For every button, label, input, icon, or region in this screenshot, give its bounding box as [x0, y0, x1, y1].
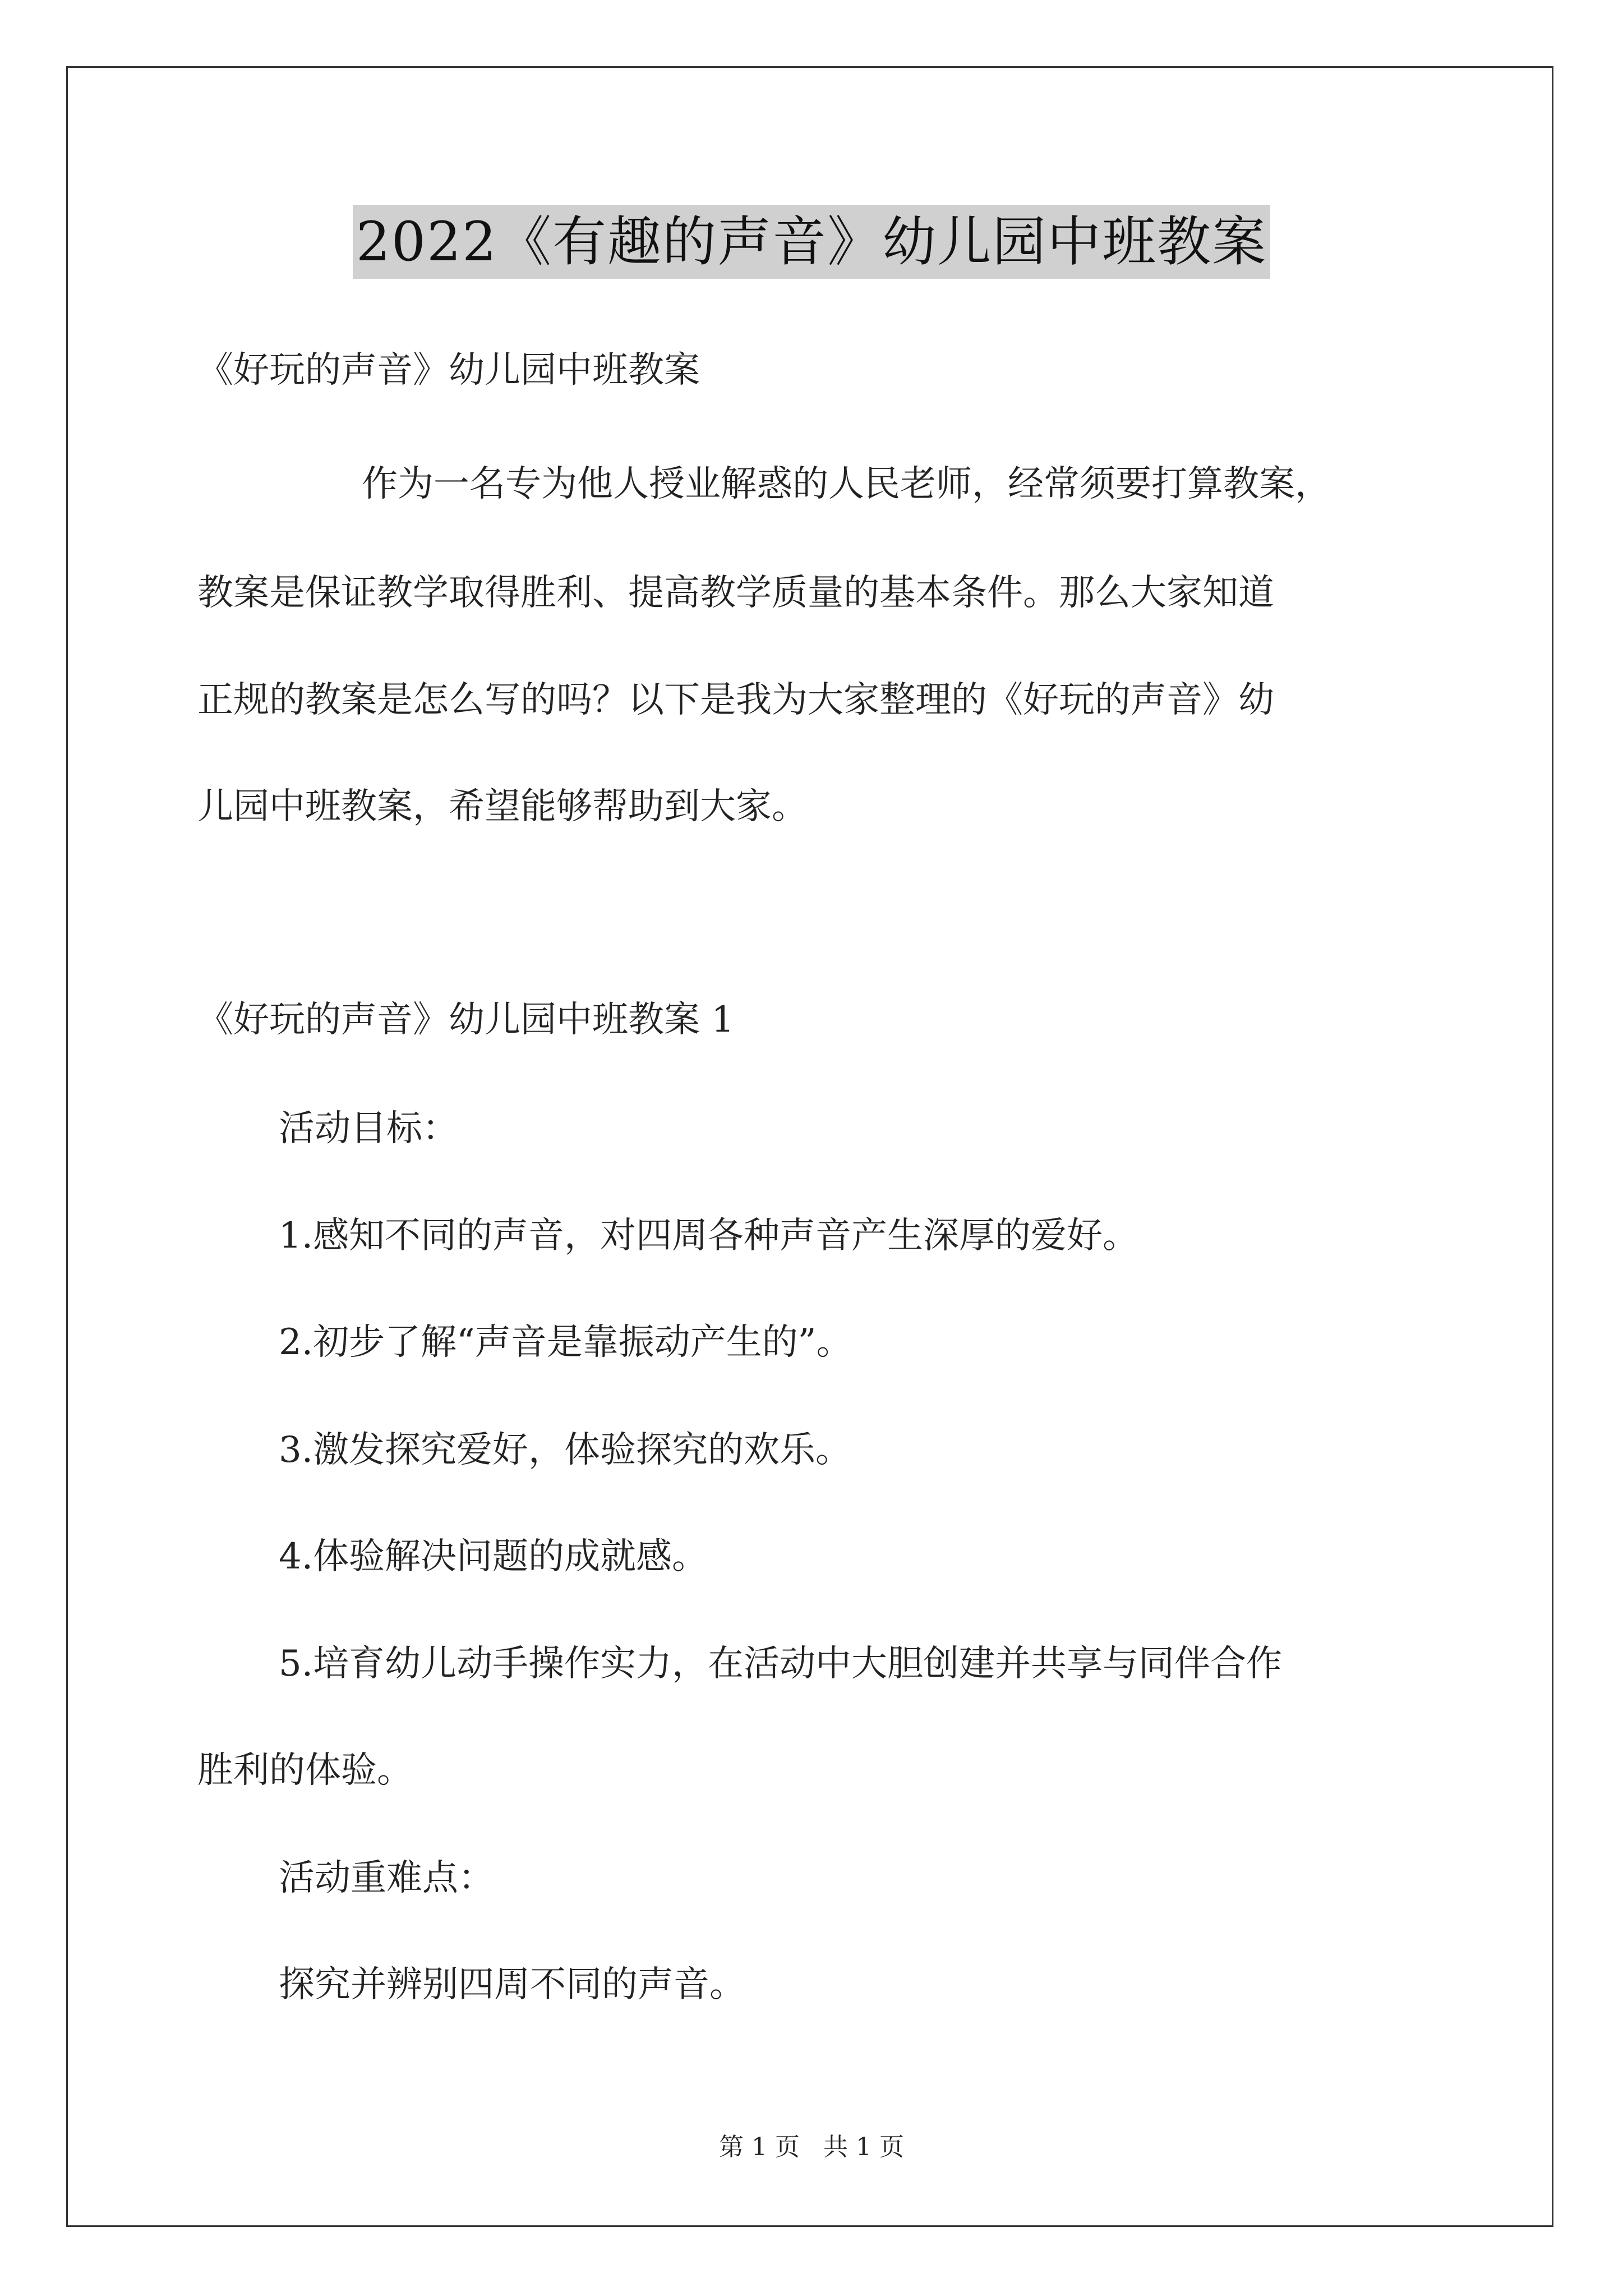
section-heading: 《好玩的声音》幼儿园中班教案 1	[197, 999, 735, 1041]
goal-item-3: 3.激发探究爱好，体验探究的欢乐。	[279, 1429, 852, 1471]
key-points-label: 活动重难点：	[279, 1857, 494, 1899]
goal-item-2: 2.初步了解“声音是靠振动产生的”。	[279, 1322, 852, 1363]
key-points-text: 探究并辨别四周不同的声音。	[279, 1964, 745, 2005]
intro-line-2: 教案是保证教学取得胜利、提高教学质量的基本条件。那么大家知道	[197, 572, 1274, 614]
goal-item-5-cont: 胜利的体验。	[197, 1750, 413, 1791]
goals-label: 活动目标：	[279, 1108, 458, 1149]
intro-line-4: 儿园中班教案，希望能够帮助到大家。	[197, 786, 808, 827]
intro-line-3: 正规的教案是怎么写的吗？以下是我为大家整理的《好玩的声音》幼	[197, 679, 1274, 721]
document-title: 2022《有趣的声音》幼儿园中班教案	[353, 205, 1270, 279]
intro-line-1: 作为一名专为他人授业解惑的人民老师，经常须要打算教案，	[362, 463, 1331, 505]
title-container	[0, 205, 1623, 279]
intro-heading: 《好玩的声音》幼儿园中班教案	[197, 349, 700, 391]
goal-item-1: 1.感知不同的声音，对四周各种声音产生深厚的爱好。	[279, 1215, 1139, 1257]
goal-item-5: 5.培育幼儿动手操作实力，在活动中大胆创建并共享与同伴合作	[279, 1643, 1283, 1685]
page-footer: 第 1 页 共 1 页	[719, 2133, 904, 2161]
goal-item-4: 4.体验解决问题的成就感。	[279, 1536, 708, 1577]
